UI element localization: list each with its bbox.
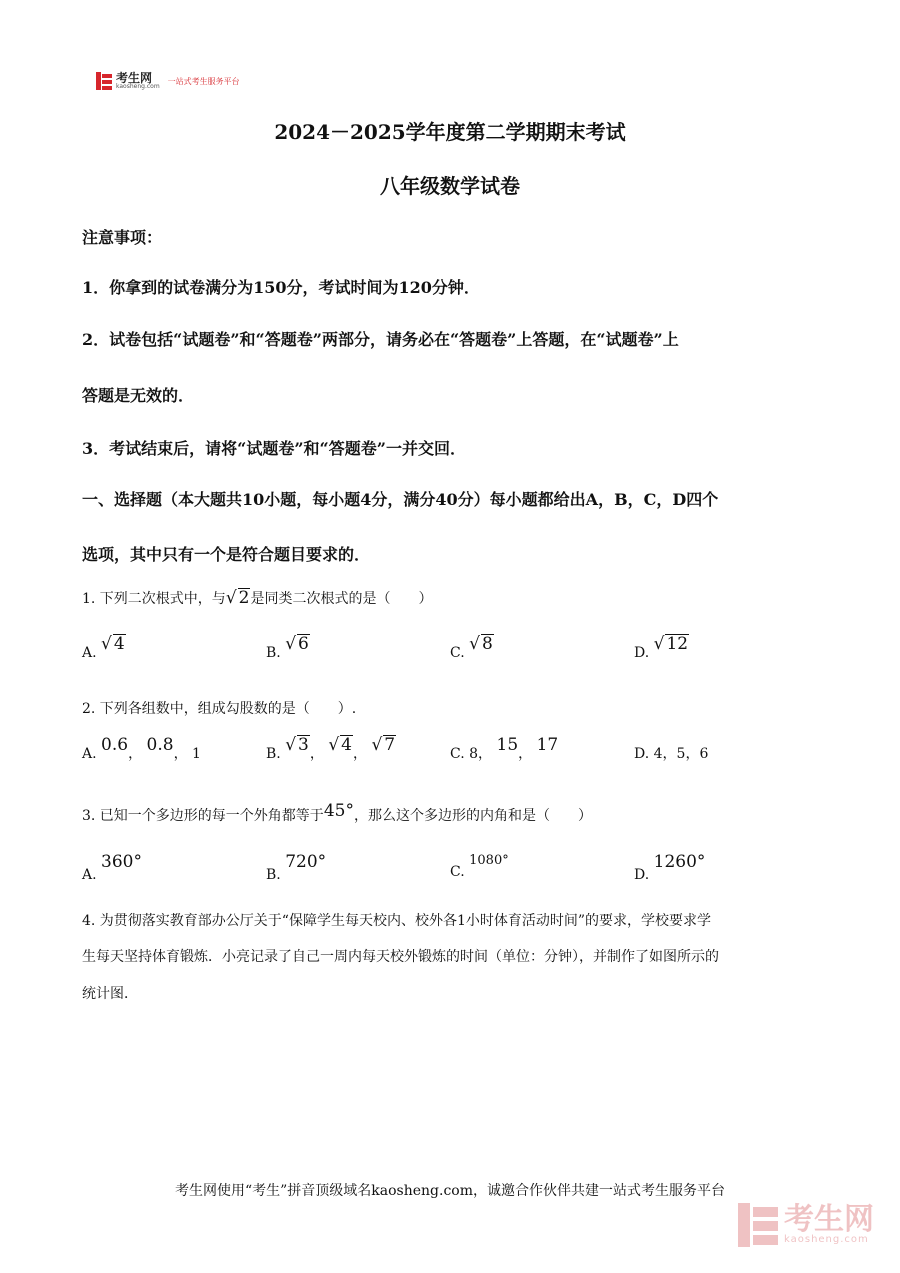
option-value: 1	[192, 746, 201, 762]
option-value: 17	[536, 735, 559, 755]
option-label: A.	[82, 645, 97, 661]
option-radicand: 4	[341, 735, 352, 755]
option-value: 4，5，6	[653, 746, 709, 762]
watermark-name: 考生网	[784, 1202, 874, 1237]
option-radicand: 7	[384, 735, 396, 755]
notice-item-2: 2．试卷包括“试题卷”和“答题卷”两部分，请务必在“答题卷”上答题，在“试题卷”上	[82, 330, 679, 349]
option-label: A.	[82, 867, 97, 883]
separator: ，	[518, 746, 533, 762]
separator: ，	[309, 746, 324, 762]
q1-option-d: D. √ 12	[634, 634, 689, 661]
option-radicand: 3	[298, 735, 309, 755]
option-label: D.	[634, 746, 650, 762]
option-label: B.	[266, 746, 281, 762]
q3-text-post: ，那么这个多边形的内角和是（ ）	[353, 808, 592, 824]
separator: ，	[353, 746, 367, 762]
notice-item-1: 1．你拿到的试卷满分为150分，考试时间为120分钟．	[82, 278, 480, 297]
separator: ，	[173, 746, 188, 762]
section-heading: 一、选择题（本大题共10小题，每小题4分，满分40分）每小题都给出A，B，C，D四个	[82, 490, 719, 509]
question-2-stem: 2. 下列各组数中，组成勾股数的是（ ）.	[82, 701, 357, 717]
q1-text-pre: 1. 下列二次根式中，与	[82, 591, 226, 607]
header-logo	[96, 72, 240, 90]
q2-option-c	[450, 735, 559, 762]
option-value: 1080°	[469, 853, 509, 868]
logo-domain: kaosheng.com	[116, 83, 160, 90]
q1-option-a: A. √ 4	[82, 634, 125, 661]
option-value: 0.6	[101, 735, 129, 755]
question-1-stem: 1. 下列二次根式中，与√ 2是同类二次根式的是（ ）	[82, 588, 433, 608]
logo-name: 考生网	[116, 71, 153, 85]
q3-text-pre: 3. 已知一个多边形的每一个外角都等于	[82, 808, 324, 824]
exam-title: 2024－2025学年度第二学期期末考试	[274, 120, 626, 144]
section-heading-cont: 选项，其中只有一个是符合题目要求的．	[82, 545, 371, 564]
option-value: 15	[496, 735, 519, 755]
option-label: B.	[266, 645, 281, 661]
q2-option-b: B. √ 3， √ 4， √ 7	[266, 735, 396, 762]
q1-option-c: C. √ 8	[450, 634, 493, 661]
q3-option-b	[266, 852, 327, 883]
option-label: D.	[634, 645, 650, 661]
kaosheng-logo-icon	[96, 72, 112, 90]
watermark-domain: kaosheng.com	[784, 1234, 869, 1245]
q2-option-d	[634, 743, 708, 763]
option-label: D.	[634, 867, 650, 883]
notice-item-2-cont: 答题是无效的．	[82, 386, 195, 405]
separator: ，	[128, 746, 143, 762]
question-4-line-2: 生每天坚持体育锻炼．小亮记录了自己一周内每天校外锻炼的时间（单位：分钟），并制作了如图所示的	[82, 949, 719, 965]
option-label: C.	[450, 746, 465, 762]
q3-option-c	[450, 852, 509, 880]
question-4-line-1: 4. 为贯彻落实教育部办公厅关于“保障学生每天校内、校外各1小时体育活动时间”的要求，学校要求学	[82, 913, 712, 929]
notice-item-3: 3．考试结束后，请将“试题卷”和“答题卷”一并交回．	[82, 439, 466, 458]
question-3-stem	[82, 801, 592, 825]
option-value: 360°	[101, 852, 142, 872]
q1-option-b: B. √ 6	[266, 634, 309, 661]
option-value: 720°	[285, 852, 327, 872]
option-radicand: 6	[298, 634, 309, 654]
watermark	[738, 1203, 874, 1247]
option-label: A.	[82, 746, 97, 762]
logo-slogan: 一站式考生服务平台	[167, 76, 240, 86]
q3-option-d	[634, 852, 706, 883]
option-radicand: 12	[666, 634, 689, 654]
option-value: 0.8	[146, 735, 174, 755]
watermark-logo-icon	[738, 1203, 778, 1247]
question-4-line-3: 统计图．	[82, 986, 138, 1002]
option-label: C.	[450, 645, 465, 661]
notice-heading: 注意事项：	[82, 228, 163, 247]
q3-option-a	[82, 852, 142, 883]
option-label: C.	[450, 864, 465, 880]
exam-subtitle: 八年级数学试卷	[380, 174, 520, 198]
option-radicand: 8	[481, 634, 493, 654]
q2-option-a	[82, 735, 201, 762]
option-value: 1260°	[653, 852, 706, 872]
option-label: B.	[266, 867, 281, 883]
option-value: 8，	[469, 746, 493, 762]
q1-text-post: 是同类二次根式的是（ ）	[250, 591, 433, 607]
footer-text: 考生网使用“考生”拼音顶级域名kaosheng.com，诚邀合作伙伴共建一站式考生服务平台	[174, 1183, 726, 1199]
q1-radicand: 2	[238, 588, 250, 608]
q3-angle: 45°	[323, 801, 354, 821]
option-radicand: 4	[113, 634, 125, 654]
